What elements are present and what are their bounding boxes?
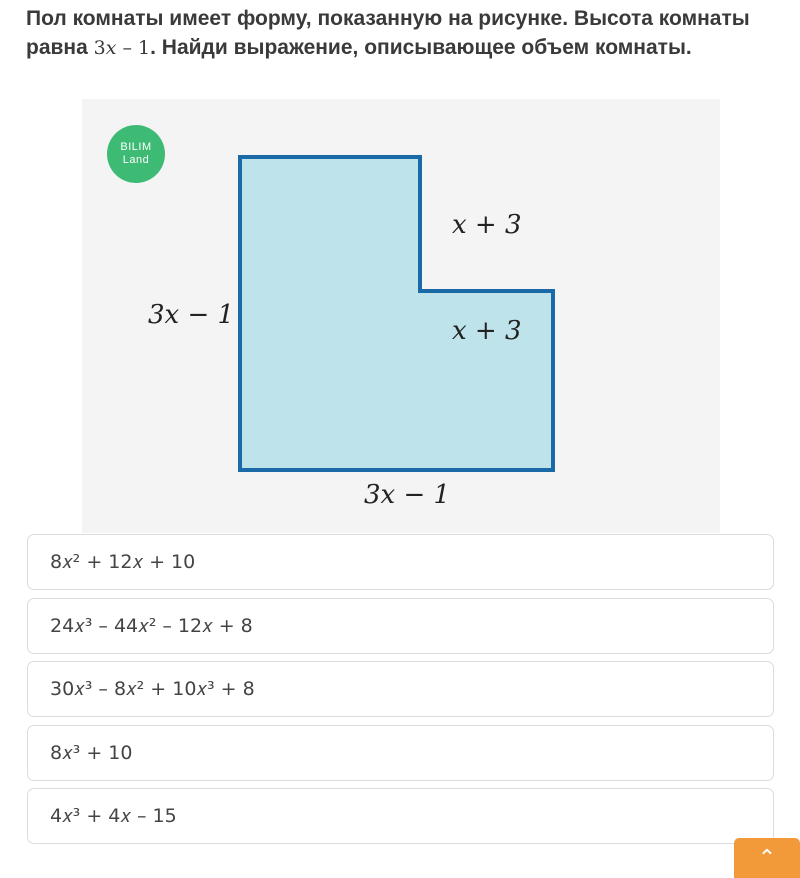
answer-option-1[interactable] xyxy=(27,534,774,590)
answer-option-4-label: 8𝑥³ + 10 xyxy=(50,741,133,764)
room-floor-figure xyxy=(82,99,720,533)
logo-line1: BILIM xyxy=(120,141,152,153)
chevron-up-icon: ⌃ xyxy=(757,846,777,871)
question-text-after: . Найди выражение, описывающее объем комнаты. xyxy=(150,36,692,59)
label-inner-right: x + 3 xyxy=(452,316,522,346)
answer-option-3-label: 30𝑥³ – 8𝑥² + 10𝑥³ + 8 xyxy=(50,678,255,700)
answer-option-5-label: 4𝑥³ + 4𝑥 – 15 xyxy=(50,805,177,827)
answer-options xyxy=(27,534,774,852)
answer-option-3[interactable] xyxy=(27,661,774,717)
answer-option-1-label: 8𝑥² + 12𝑥 + 10 xyxy=(50,551,196,573)
question-math: 3𝑥 – 1 xyxy=(93,37,151,59)
label-bottom: 3x − 1 xyxy=(364,480,451,510)
question-text xyxy=(26,4,776,63)
label-left: 3x − 1 xyxy=(148,300,235,330)
label-top-right: x + 3 xyxy=(452,210,522,240)
answer-option-2-label: 24𝑥³ – 44𝑥² – 12𝑥 + 8 xyxy=(50,614,253,637)
floor-shape xyxy=(240,157,553,470)
floor-plan-svg xyxy=(82,99,720,533)
answer-option-4[interactable] xyxy=(27,725,774,781)
answer-option-2[interactable] xyxy=(27,598,774,654)
answer-option-5[interactable] xyxy=(27,788,774,844)
scroll-to-top-button[interactable] xyxy=(734,838,800,878)
question-text-before: Пол комнаты имеет форму, показанную на рисунке. Высота комнаты равна xyxy=(26,7,750,59)
logo-line2: Land xyxy=(122,154,150,166)
